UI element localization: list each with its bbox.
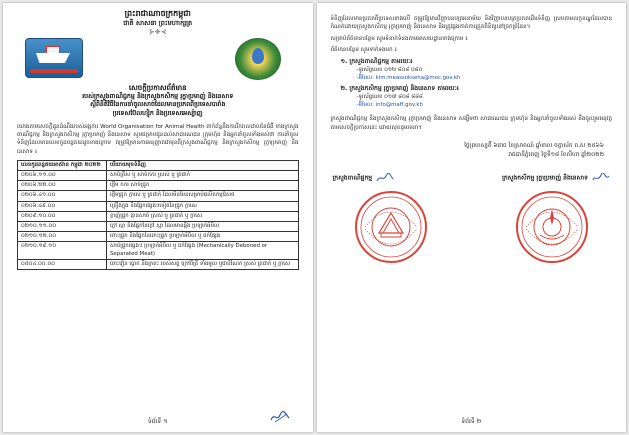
title-line: របស់ក្រសួងពាណិជ្ជកម្ម និងក្រសួងកសិកម្ម រុក្ខាប្រមាញ់ និងនេសាទ <box>82 92 234 100</box>
product-description: ខ្លាញ់ជ្រូក គ្មានសាច់ ស្រស់ ឬ ត្រជាក់ ឬ ក្លាសេ <box>107 211 299 221</box>
title-line: សេចក្តីប្រកាសព័ត៌មាន <box>128 84 187 92</box>
contact-agriculture <box>331 84 613 109</box>
table-row <box>18 171 299 181</box>
lunar-date: ថ្ងៃព្រហស្បតិ៍ ៦រោច ខែស្រាពណ៍ ឆ្នាំខាល ចត្វាស័ក ព.ស ២៥៦៦ <box>464 143 604 150</box>
table-row <box>18 191 299 201</box>
tariff-code: ០២០៦.២២.០០ <box>18 181 107 191</box>
signature-agriculture <box>592 173 610 183</box>
page-number: ទំព័រទី ១ <box>147 418 168 425</box>
signatory-row <box>331 173 613 183</box>
contact-phone: -ទូរស័ព្ទលេខ ០១៧ ៨០៨ ៨៨៨ <box>356 94 423 101</box>
table-row <box>18 222 299 232</box>
info-paragraph: សម្រាប់ព័ត៌មានបន្ថែម សូមទំនាក់ទំនងតាមអាសយដ្ឋានខាងក្រោម ៖ <box>330 35 468 42</box>
product-description: ថ្លើមជ្រូក ក្លាសេ ឬ ត្រជាក់ ដែលមិនមែនសម្រាប់ផលិតកម្មឱសថ <box>107 191 299 201</box>
commerce-ministry-seal <box>353 189 429 265</box>
signatory-commerce <box>333 173 395 183</box>
kingdom-heading: ព្រះរាជាណាចក្រកម្ពុជា <box>124 9 191 18</box>
announcement-title <box>17 84 299 118</box>
contact-commerce <box>331 57 613 82</box>
contact-intro: ព័ត៌មានបន្ថែម សូមទាក់ទងមក ៖ <box>330 47 397 54</box>
product-description: ពោះជ្រូក និងផ្នែកនៃពោះជ្រូក ប្រឡាក់អំបិល ឬ ជក់ផ្សែង <box>107 232 299 242</box>
seal-row <box>331 189 613 265</box>
requirements-paragraph: ទំនិញដែលមានប្រភពពីប្រទេសខាងលើ តម្រូវឱ្យមានវិញ្ញាបនបត្រអនាម័យ និងវិញ្ញាបនបត្រប្រភពដើមទំនិញ ស្របតាមលក្ខខណ្ឌដែលបានកំណត់ដោយក្រសួងកសិកម្ម រុក្ខាប្រមាញ់ និងនេសាទ និងត្រូវឆ្លងកាត់ការត្រួតពិនិត្យនៅច្រកព្រំដែន។ <box>330 16 612 31</box>
signatory-agriculture <box>502 173 610 183</box>
signature-commerce <box>376 173 394 183</box>
agriculture-ministry-seal <box>514 189 590 265</box>
tariff-code: ០២០៦.១១.០០ <box>18 171 107 181</box>
contact-phone: -ទូរស័ព្ទលេខ ០១២ ៨០៨ ០៨០ <box>356 66 423 73</box>
national-motto: ជាតិ សាសនា ព្រះមហាក្សត្រ <box>123 19 193 27</box>
title-line: ស្តីពីនីតិវិធីនៃការនាំចូលសាច់ដែលមានប្រភពពីប្រទេសបារាំង <box>90 101 226 108</box>
table-row <box>18 201 299 211</box>
tariff-code: ០២០៩.១០.០០ <box>18 211 107 221</box>
table-row <box>18 259 299 269</box>
product-description: សាច់ជ្រូកផ្សេងៗ ប្រឡាក់អំបិល ឬ ជក់ផ្សែង (Mechanically Deboned or Separated Meat) <box>107 242 299 259</box>
table-row <box>18 211 299 221</box>
tariff-code-table <box>17 160 299 270</box>
column-header-code: លេខកូដពន្ធគយអាស៊ាន កម្ពុជា ២០២២ <box>18 160 107 170</box>
ornament-divider: ⊱❈⊰ <box>148 28 167 36</box>
product-description: ភ្លៅ ស្មា និងផ្នែកនៃភ្លៅ ស្មា ដែលមានឆ្អឹង ប្រឡាក់អំបិល <box>107 222 299 232</box>
page-number: ទំព័រទី ២ <box>461 418 482 425</box>
table-row <box>18 242 299 259</box>
page-1 <box>3 3 313 432</box>
tariff-code: ០៥០៤.០០.០០ <box>18 259 107 269</box>
contact-heading: ២. ក្រសួងកសិកម្ម រុក្ខាប្រមាញ់ និងនេសាទ តាមរយៈ៖ <box>340 85 459 93</box>
page-2 <box>317 3 627 432</box>
table-row <box>18 181 299 191</box>
product-description: ថ្លើម កករ សាច់ជ្រូក <box>107 181 299 191</box>
ministry-name: ក្រសួងពាណិជ្ជកម្ម <box>332 174 373 182</box>
product-description: ពោះវៀន ប្លោក និងក្រពះ របស់សត្វ ក្រៅពីត្រី ទាំងមូល ឬជាបំណែក ស្រស់ ត្រជាក់ ឬ ក្លាសេ <box>107 259 299 269</box>
logo-row <box>17 38 299 82</box>
ministry-name: ក្រសួងកសិកម្ម រុក្ខាប្រមាញ់ និងនេសាទ <box>502 174 588 182</box>
tariff-code: ០២១០.១១.០០ <box>18 222 107 232</box>
tariff-code: ០២១០.១២.០០ <box>18 232 107 242</box>
ministry-of-commerce-logo <box>25 38 83 78</box>
tariff-code: ០២០៦.៤១.០០ <box>18 191 107 201</box>
intro-paragraph: យោងតាមសេចក្តីជូនដំណឹងរបស់អង្គការ World Organisation for Animal Health ពាក់ព័ន្ធនឹងការរីករាលដាលនៃជំងឺ ខាងក្រសួងពាណិជ្ជកម្ម និងក្រសួងកសិកម្ម រុក្ខាប្រមាញ់ និងនេសាទ សូមជម្រាបជូនដល់សាធារណជន ក្រុមហ៊ុន និងអ្នកនាំចូលទាំងអស់ថា ការនាំចូលទំនិញដែលមានលេខកូដពន្ធគយដូចខាងក្រោម តម្រូវឱ្យមានការអនុញ្ញាតជាមុនពីក្រសួងពាណិជ្ជកម្ម និងក្រសួងកសិកម្ម រុក្ខាប្រមាញ់ និងនេសាទ ៖ <box>17 124 299 155</box>
initial-signature <box>269 410 291 424</box>
title-line: ប្រទេសប៊ែលហ្ស៊ិក និងប្រទេសអេស្ប៉ាញ <box>112 109 203 117</box>
tariff-code: ០២១០.១៩.១០ <box>18 242 107 259</box>
gregorian-date: រាជធានីភ្នំពេញ ថ្ងៃទី១៨ ខែសីហា ឆ្នាំ២០២២ <box>508 151 604 158</box>
product-description: សាច់ត្រីស ឬ សាច់កករ ស្រស់ ឬ ត្រជាក់ <box>107 171 299 181</box>
contact-email-link[interactable]: -អ៊ីមែល: info@maff.gov.kh <box>356 102 423 109</box>
ministry-of-agriculture-logo <box>235 38 281 80</box>
table-header-row <box>18 160 299 170</box>
product-description: គ្រឿងក្នុង និងផ្នែកផ្សេងៗទៀតនៃជ្រូក ក្លាសេ <box>107 201 299 211</box>
tariff-code: ០២០៦.៤៩.០០ <box>18 201 107 211</box>
table-row <box>18 232 299 242</box>
closing-paragraph: ក្រសួងពាណិជ្ជកម្ម និងក្រសួងកសិកម្ម រុក្ខាប្រមាញ់ និងនេសាទ សង្ឃឹមថា សាធារណជន ក្រុមហ៊ុន និងអ្នកនាំចូលទាំងអស់ នឹងចូលរួមអនុវត្តតាមសេចក្តីប្រកាសនេះ ដោយសុខដុមរមនា។ <box>330 116 612 131</box>
contact-heading: ១. ក្រសួងពាណិជ្ជកម្ម តាមរយៈ៖ <box>340 57 413 65</box>
date-block <box>331 142 613 159</box>
column-header-description: បរិយាយមុខទំនិញ <box>107 160 299 170</box>
contact-email-link[interactable]: -អ៊ីមែល: kim.meassokseha@moc.gov.kh <box>356 74 461 81</box>
